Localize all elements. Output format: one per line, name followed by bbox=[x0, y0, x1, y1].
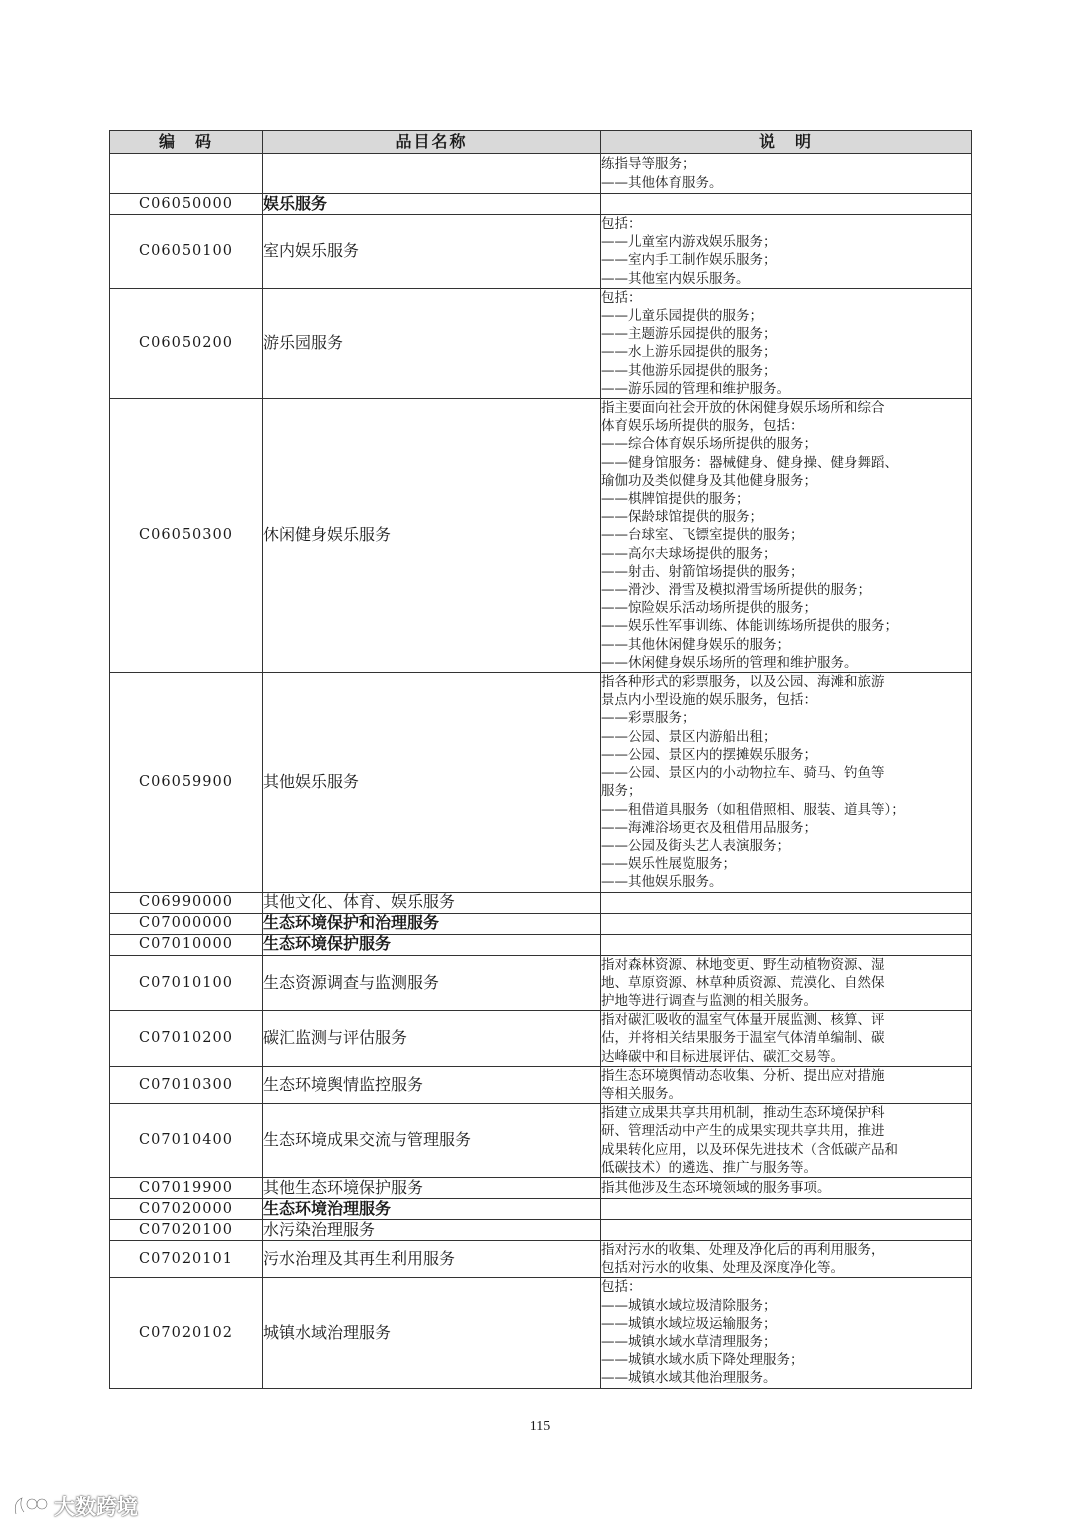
item-description bbox=[601, 194, 972, 215]
item-description bbox=[601, 955, 972, 1011]
description-line: 包括： bbox=[601, 216, 642, 232]
description-line: ——射击、射箭馆场提供的服务； bbox=[601, 563, 804, 580]
item-name: 生态环境舆情监控服务 bbox=[263, 1066, 601, 1103]
item-name: 城镇水域治理服务 bbox=[263, 1278, 601, 1388]
description-line: ——其他室内娱乐服务。 bbox=[601, 270, 750, 287]
item-name: 娱乐服务 bbox=[263, 194, 601, 215]
item-name: 生态环境保护服务 bbox=[263, 934, 601, 955]
item-description bbox=[601, 1219, 972, 1240]
description-line: ——休闲健身娱乐场所的管理和维护服务。 bbox=[601, 654, 858, 671]
table-row bbox=[110, 1278, 972, 1388]
description-line: ——其他休闲健身娱乐的服务； bbox=[601, 636, 790, 653]
item-code: C07010400 bbox=[110, 1104, 263, 1178]
table-row bbox=[110, 154, 972, 194]
item-description bbox=[601, 1198, 972, 1219]
item-description bbox=[601, 215, 972, 289]
description-line: 指生态环境舆情动态收集、分析、提出应对措施 bbox=[601, 1067, 885, 1084]
item-code: C07020102 bbox=[110, 1278, 263, 1388]
description-line: ——娱乐性军事训练、体能训练场所提供的服务； bbox=[601, 618, 898, 635]
table-row bbox=[110, 913, 972, 934]
item-code: C06050200 bbox=[110, 288, 263, 398]
item-code: C07020100 bbox=[110, 1219, 263, 1240]
table-header-row bbox=[110, 131, 972, 154]
description-line: 指对碳汇吸收的温室气体量开展监测、核算、评 bbox=[601, 1012, 885, 1029]
item-description bbox=[601, 1177, 972, 1198]
description-line: ——其他娱乐服务。 bbox=[601, 874, 723, 891]
item-name: 其他娱乐服务 bbox=[263, 673, 601, 892]
description-line: ——棋牌馆提供的服务； bbox=[601, 491, 750, 508]
description-line: 低碳技术）的遴选、推广与服务等。 bbox=[601, 1159, 817, 1176]
description-line: ——综合体育娱乐场所提供的服务； bbox=[601, 436, 817, 453]
description-line: 练指导等服务； bbox=[601, 156, 696, 173]
description-line: ——城镇水域水草清理服务； bbox=[601, 1333, 777, 1350]
item-description bbox=[601, 1066, 972, 1103]
table-row bbox=[110, 1240, 972, 1277]
item-code: C06050300 bbox=[110, 399, 263, 673]
description-line: ——滑沙、滑雪及模拟滑雪场所提供的服务； bbox=[601, 582, 871, 599]
description-line: 指各种形式的彩票服务，以及公园、海滩和旅游 bbox=[601, 674, 885, 691]
item-name: 其他文化、体育、娱乐服务 bbox=[263, 892, 601, 913]
description-line: ——公园、景区内的摆摊娱乐服务； bbox=[601, 746, 817, 763]
item-name: 水污染治理服务 bbox=[263, 1219, 601, 1240]
item-name: 生态环境治理服务 bbox=[263, 1198, 601, 1219]
table-row bbox=[110, 892, 972, 913]
table-row bbox=[110, 1198, 972, 1219]
table-row bbox=[110, 934, 972, 955]
table-row bbox=[110, 288, 972, 398]
item-code: C07000000 bbox=[110, 913, 263, 934]
item-description bbox=[601, 934, 972, 955]
description-line: ——水上游乐园提供的服务； bbox=[601, 344, 777, 361]
description-line: ——彩票服务； bbox=[601, 710, 696, 727]
item-code: C07010100 bbox=[110, 955, 263, 1011]
description-line: ——台球室、飞镖室提供的服务； bbox=[601, 527, 804, 544]
table-row bbox=[110, 194, 972, 215]
item-name: 污水治理及其再生利用服务 bbox=[263, 1240, 601, 1277]
header-description: 说 明 bbox=[601, 131, 972, 154]
description-line: ——娱乐性展览服务； bbox=[601, 856, 736, 873]
description-line: ——公园及街头艺人表演服务； bbox=[601, 837, 790, 854]
item-name: 休闲健身娱乐服务 bbox=[263, 399, 601, 673]
item-description bbox=[601, 1011, 972, 1067]
description-line: 景点内小型设施的娱乐服务，包括： bbox=[601, 692, 817, 709]
item-code bbox=[110, 154, 263, 194]
table-row bbox=[110, 955, 972, 1011]
header-code: 编 码 bbox=[110, 131, 263, 154]
description-line: ——保龄球馆提供的服务； bbox=[601, 509, 763, 526]
item-name: 其他生态环境保护服务 bbox=[263, 1177, 601, 1198]
item-name bbox=[263, 154, 601, 194]
item-code: C06050000 bbox=[110, 194, 263, 215]
table-row bbox=[110, 399, 972, 673]
item-code: C07020101 bbox=[110, 1240, 263, 1277]
watermark-text: 大数跨境 bbox=[54, 1495, 138, 1519]
description-line: ——游乐园的管理和维护服务。 bbox=[601, 380, 790, 397]
item-description bbox=[601, 892, 972, 913]
item-description bbox=[601, 673, 972, 892]
description-line: 成果转化应用，以及环保先进技术（含低碳产品和 bbox=[601, 1141, 898, 1158]
item-code: C07010200 bbox=[110, 1011, 263, 1067]
table-row bbox=[110, 1104, 972, 1178]
description-line: ——城镇水域其他治理服务。 bbox=[601, 1370, 777, 1387]
description-line: ——健身馆服务：器械健身、健身操、健身舞蹈、 bbox=[601, 454, 898, 471]
item-name: 碳汇监测与评估服务 bbox=[263, 1011, 601, 1067]
table-row bbox=[110, 1066, 972, 1103]
description-line: ——租借道具服务（如租借照相、服装、道具等）； bbox=[601, 801, 905, 818]
item-code: C07020000 bbox=[110, 1198, 263, 1219]
description-line: 包括： bbox=[601, 1279, 642, 1296]
item-code: C07010000 bbox=[110, 934, 263, 955]
item-code: C07019900 bbox=[110, 1177, 263, 1198]
description-line: 指其他涉及生态环境领域的服务事项。 bbox=[601, 1179, 831, 1196]
description-line: ——其他游乐园提供的服务； bbox=[601, 362, 777, 379]
description-line: ——儿童乐园提供的服务； bbox=[601, 308, 763, 325]
description-line: ——惊险娱乐活动场所提供的服务； bbox=[601, 600, 817, 617]
table-row bbox=[110, 1177, 972, 1198]
item-name: 生态环境保护和治理服务 bbox=[263, 913, 601, 934]
description-line: 服务； bbox=[601, 783, 642, 800]
watermark-logo-icon bbox=[10, 1492, 50, 1520]
table-body bbox=[110, 154, 972, 1389]
item-code: C06990000 bbox=[110, 892, 263, 913]
item-description bbox=[601, 1278, 972, 1388]
description-line: 研、管理活动中产生的成果实现共享共用，推进 bbox=[601, 1123, 885, 1140]
description-line: ——室内手工制作娱乐服务； bbox=[601, 252, 777, 269]
item-code: C06050100 bbox=[110, 215, 263, 289]
item-name: 生态资源调查与监测服务 bbox=[263, 955, 601, 1011]
description-line: ——海滩浴场更衣及租借用品服务； bbox=[601, 819, 817, 836]
description-line: 指对森林资源、林地变更、野生动植物资源、湿 bbox=[601, 956, 885, 973]
description-line: ——高尔夫球场提供的服务； bbox=[601, 545, 777, 562]
catalog-table bbox=[109, 130, 972, 1389]
page-number: 115 bbox=[529, 1419, 551, 1434]
item-description bbox=[601, 1240, 972, 1277]
description-line: ——城镇水域垃圾清除服务； bbox=[601, 1297, 777, 1314]
description-line: 指对污水的收集、处理及净化后的再利用服务， bbox=[601, 1241, 885, 1258]
item-description bbox=[601, 288, 972, 398]
item-code: C06059900 bbox=[110, 673, 263, 892]
table-row bbox=[110, 1219, 972, 1240]
description-line: ——其他体育服务。 bbox=[601, 174, 723, 191]
item-description bbox=[601, 399, 972, 673]
description-line: 瑜伽功及类似健身及其他健身服务； bbox=[601, 472, 817, 489]
description-line: ——公园、景区内游船出租； bbox=[601, 728, 777, 745]
description-line: ——城镇水域水质下降处理服务； bbox=[601, 1352, 804, 1369]
table-row bbox=[110, 673, 972, 892]
item-description bbox=[601, 1104, 972, 1178]
description-line: 等相关服务。 bbox=[601, 1085, 682, 1102]
description-line: 体育娱乐场所提供的服务，包括： bbox=[601, 418, 804, 435]
description-line: 估，并将相关结果服务于温室气体清单编制、碳 bbox=[601, 1030, 885, 1047]
description-line: ——儿童室内游戏娱乐服务； bbox=[601, 234, 777, 251]
table-row bbox=[110, 215, 972, 289]
description-line: 达峰碳中和目标进展评估、碳汇交易等。 bbox=[601, 1048, 844, 1065]
item-name: 室内娱乐服务 bbox=[263, 215, 601, 289]
description-line: 地、草原资源、林草种质资源、荒漠化、自然保 bbox=[601, 974, 885, 991]
description-line: 护地等进行调查与监测的相关服务。 bbox=[601, 992, 817, 1009]
description-line: 包括对污水的收集、处理及深度净化等。 bbox=[601, 1260, 844, 1277]
item-code: C07010300 bbox=[110, 1066, 263, 1103]
description-line: ——主题游乐园提供的服务； bbox=[601, 326, 777, 343]
description-line: 指建立成果共享共用机制，推动生态环境保护科 bbox=[601, 1105, 885, 1122]
item-name: 游乐园服务 bbox=[263, 288, 601, 398]
header-name: 品目名称 bbox=[263, 131, 601, 154]
item-description bbox=[601, 913, 972, 934]
watermark bbox=[10, 1490, 138, 1522]
description-line: 指主要面向社会开放的休闲健身娱乐场所和综合 bbox=[601, 400, 885, 417]
table-row bbox=[110, 1011, 972, 1067]
description-line: ——公园、景区内的小动物拉车、骑马、钓鱼等 bbox=[601, 765, 885, 782]
description-line: ——城镇水域垃圾运输服务； bbox=[601, 1315, 777, 1332]
item-description bbox=[601, 154, 972, 194]
item-name: 生态环境成果交流与管理服务 bbox=[263, 1104, 601, 1178]
description-line: 包括： bbox=[601, 289, 642, 306]
